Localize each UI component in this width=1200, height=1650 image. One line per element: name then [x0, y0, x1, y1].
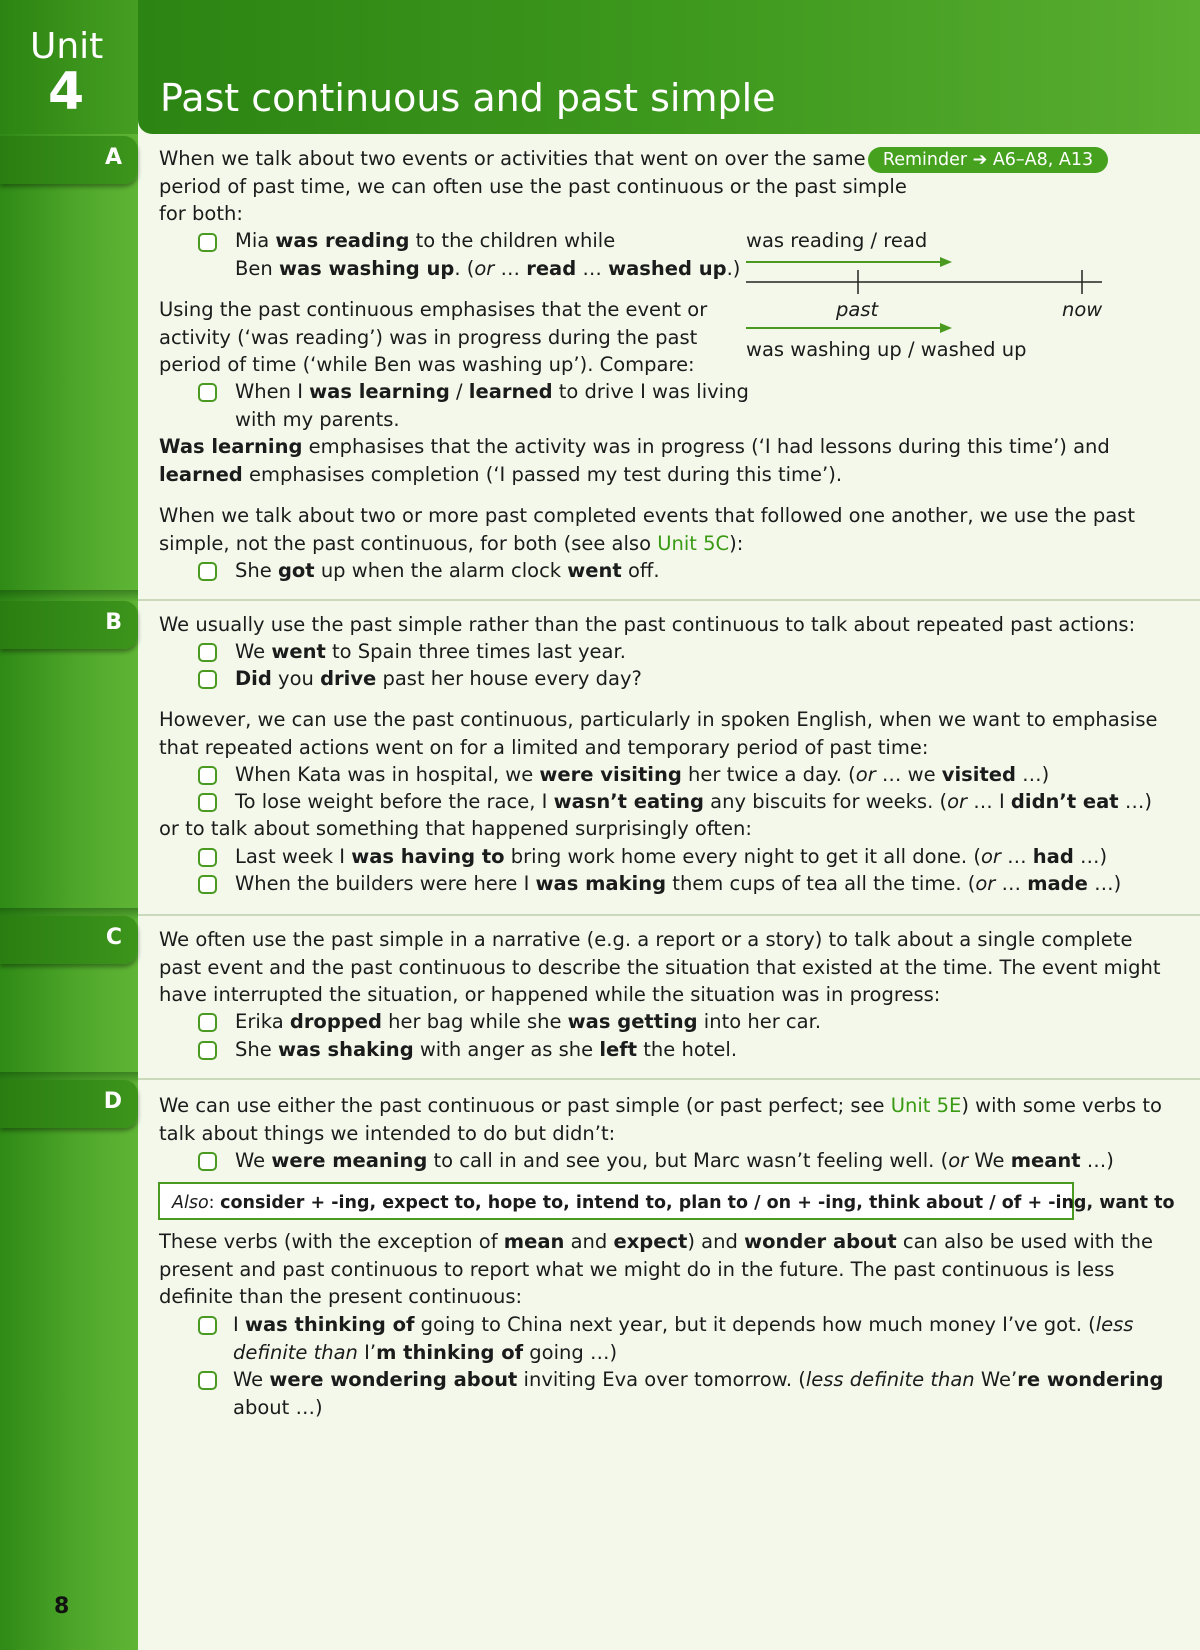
example-bullet	[198, 643, 217, 662]
section-tab-label: D	[103, 1089, 122, 1114]
section-divider	[138, 1078, 1200, 1080]
section-tab-d[interactable]	[0, 1080, 138, 1128]
example-bullet	[198, 1013, 217, 1032]
example-a1: Mia was reading to the children while Ben was washing up. (or … read … washed up.)	[235, 229, 741, 280]
section-d-intro: We can use either the past continuous or past simple (or past perfect; see Unit 5E) with some verbs to talk about things we intended to do but didn’t:	[159, 1094, 1162, 1145]
section-b-intro: We usually use the past simple rather than the past continuous to talk about repeated past actions:	[159, 613, 1136, 636]
section-a-intro	[159, 145, 907, 228]
section-a-paragraph-2	[159, 296, 707, 379]
example-b5: Last week I was having to bring work home every night to get it all done. (or … had …)	[235, 845, 1108, 868]
example-b4: To lose weight before the race, I wasn’t eating any biscuits for weeks. (or … I didn’t eat …)	[235, 790, 1152, 813]
example-d3: We were wondering about inviting Eva over tomorrow. (less definite than We’re wondering about …)	[233, 1368, 1164, 1419]
unit-box	[0, 0, 138, 134]
section-divider	[138, 914, 1200, 916]
example-bullet	[198, 1316, 217, 1335]
example-bullet	[198, 793, 217, 812]
page-title: Past continuous and past simple	[160, 76, 776, 120]
example-bullet	[198, 1041, 217, 1060]
text-line: activity (‘was reading’) was in progress during the past	[159, 325, 698, 349]
section-d-paragraph-2: These verbs (with the exception of mean and expect) and wonder about can also be used with the present and past continuous to report what we might do in the future. The past continuous is less definite than the present continuous:	[159, 1230, 1153, 1308]
example-bullet	[198, 562, 217, 581]
example-b2: Did you drive past her house every day?	[235, 667, 642, 690]
example-c2: She was shaking with anger as she left the hotel.	[235, 1038, 738, 1061]
timeline-diagram	[740, 248, 1110, 338]
sidebar-green-bar	[0, 0, 138, 1650]
unit-label: Unit	[30, 26, 104, 67]
section-tab-c[interactable]	[0, 916, 138, 964]
also-verbs-box: Also: consider + -ing, expect to, hope to, intend to, plan to / on + -ing, think about / of + -ing, want to	[158, 1182, 1074, 1220]
section-tab-label: B	[105, 610, 122, 635]
timeline-top-label: was reading / read	[746, 229, 928, 252]
timeline-now-label: now	[1062, 298, 1103, 321]
example-b6: When the builders were here I was making them cups of tea all the time. (or … made …)	[235, 872, 1122, 895]
section-c-intro: We often use the past simple in a narrative (e.g. a report or a story) to talk about a single complete past event and the past continuous to describe the situation that existed at the time. The event might have interrupted the situation, or happened while the situation was in progress:	[159, 928, 1161, 1006]
text-line: Using the past continuous emphasises that the event or	[159, 298, 708, 321]
unit-5e-link[interactable]: Unit 5E	[890, 1094, 962, 1117]
timeline-bottom-label: was washing up / washed up	[746, 338, 1027, 361]
example-d2: I was thinking of going to China next year, but it depends how much money I’ve got. (less definite than I’m thinking of going …)	[233, 1313, 1134, 1364]
example-bullet	[198, 848, 217, 867]
unit-5c-link[interactable]: Unit 5C	[657, 531, 730, 555]
section-tab-label: A	[104, 145, 122, 170]
example-d1: We were meaning to call in and see you, but Marc wasn’t feeling well. (or We meant …)	[235, 1149, 1114, 1172]
text-line: for both:	[159, 202, 243, 225]
section-tab-b[interactable]	[0, 601, 138, 649]
example-a3: She got up when the alarm clock went off.	[235, 559, 660, 582]
example-b3: When Kata was in hospital, we were visiting her twice a day. (or … we visited …)	[235, 763, 1050, 786]
example-bullet	[198, 1152, 217, 1171]
example-b1: We went to Spain three times last year.	[235, 640, 626, 663]
text-line: period of past time, we can often use the past continuous or the past simple	[159, 174, 907, 198]
text-line: When we talk about two events or activities that went on over the same	[159, 147, 866, 170]
example-bullet	[198, 233, 217, 252]
unit-number: 4	[48, 62, 85, 122]
timeline-past-label: past	[836, 298, 879, 321]
section-tab-label: C	[105, 925, 122, 950]
section-b-paragraph-3: or to talk about something that happened surprisingly often:	[159, 817, 752, 840]
example-bullet	[198, 766, 217, 785]
text-line: period of time (‘while Ben was washing up’). Compare:	[159, 353, 695, 376]
example-a2: When I was learning / learned to drive I was living with my parents.	[235, 380, 749, 431]
page-number: 8	[54, 1594, 70, 1619]
section-b-paragraph-2: However, we can use the past continuous, particularly in spoken English, when we want to emphasise that repeated actions went on for a limited and temporary period of past time:	[159, 708, 1158, 759]
example-bullet	[198, 670, 217, 689]
section-tab-a[interactable]	[0, 136, 138, 184]
example-c1: Erika dropped her bag while she was getting into her car.	[235, 1010, 822, 1033]
example-bullet	[198, 383, 217, 402]
example-bullet	[198, 1371, 217, 1390]
section-a-paragraph-4: When we talk about two or more past completed events that followed one another, we use the past simple, not the past continuous, for both (see also Unit 5C):	[159, 504, 1135, 555]
example-bullet	[198, 875, 217, 894]
section-divider	[138, 599, 1200, 601]
reminder-badge[interactable]: Reminder ➔ A6–A8, A13	[868, 147, 1108, 173]
section-a-paragraph-3: Was learning emphasises that the activity was in progress (‘I had lessons during this time’) and learned emphasises completion (‘I passed my test during this time’).	[159, 435, 1110, 486]
